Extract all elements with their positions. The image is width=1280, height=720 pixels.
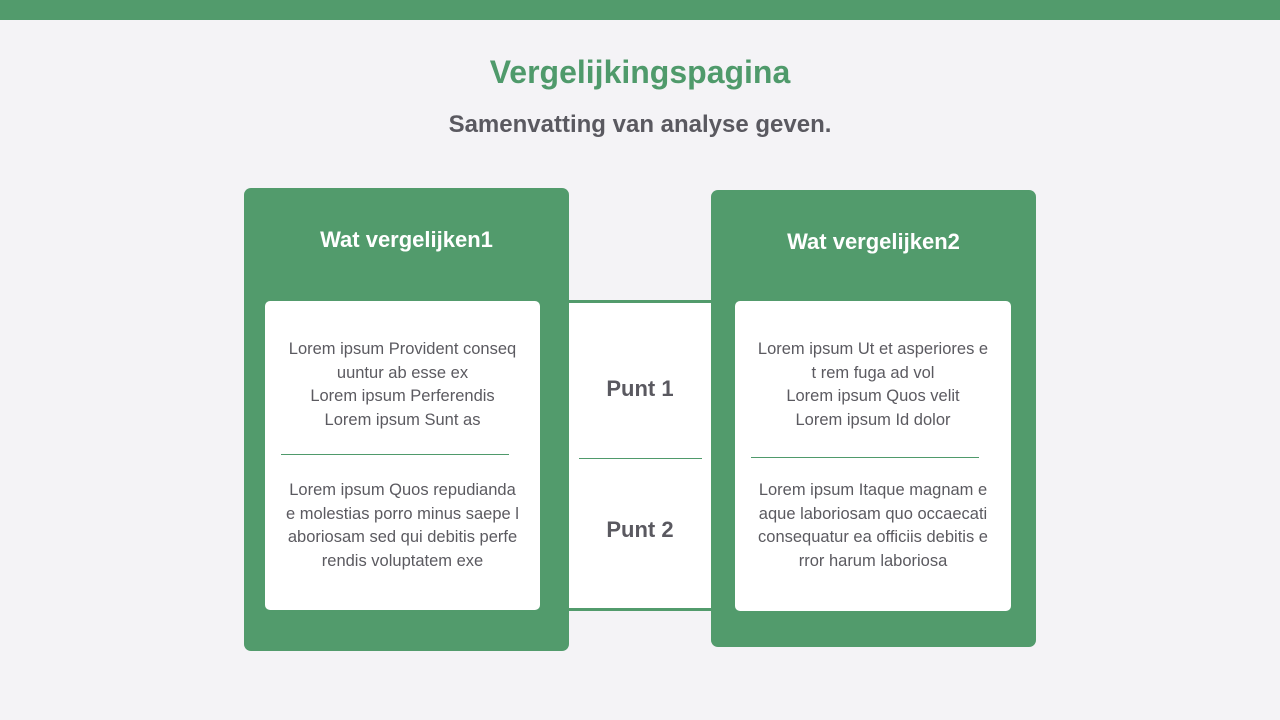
- comparison-points: [569, 300, 711, 611]
- panel-title-right: Wat vergelijken2: [787, 229, 960, 254]
- card-text-block: [751, 338, 995, 432]
- card-text-block: [281, 479, 524, 573]
- points-divider: [579, 458, 702, 459]
- text-line: Lorem ipsum Perferendis: [310, 387, 495, 405]
- top-accent-bar: [0, 0, 1280, 20]
- comparison-card-right: [735, 301, 1011, 611]
- text-line: Lorem ipsum Quos repudianda: [289, 481, 516, 499]
- text-line: rror harum laboriosa: [798, 551, 948, 570]
- text-line: Lorem ipsum Ut et asperiores e: [757, 340, 989, 358]
- card-text-block: [281, 338, 524, 432]
- panel-title-left: Wat vergelijken1: [320, 227, 493, 252]
- text-line: consequatur ea officiis debitis e: [758, 528, 988, 546]
- page-title: Vergelijkingspagina: [489, 54, 791, 90]
- text-line: e molestias porro minus saepe l: [286, 504, 519, 523]
- point-2-label: Punt 2: [606, 517, 674, 542]
- text-line: Lorem ipsum Id dolor: [795, 410, 951, 429]
- text-line: t rem fuga ad vol: [811, 363, 935, 382]
- text-line: rendis voluptatem exe: [321, 551, 484, 570]
- text-line: uuntur ab esse ex: [336, 363, 469, 382]
- text-line: aboriosam sed qui debitis perfe: [287, 528, 518, 546]
- text-line: Lorem ipsum Sunt as: [324, 410, 481, 429]
- comparison-panel-right: [711, 190, 1036, 647]
- text-line: Lorem ipsum Itaque magnam e: [758, 481, 988, 499]
- point-1-label: Punt 1: [606, 376, 674, 401]
- text-line: Lorem ipsum Quos velit: [786, 387, 960, 405]
- page-subtitle: Samenvatting van analyse geven.: [448, 111, 832, 138]
- comparison-panel-left: [244, 188, 569, 651]
- card-divider: [751, 457, 979, 458]
- text-line: aque laboriosam quo occaecati: [758, 504, 988, 523]
- card-divider: [281, 454, 509, 455]
- text-line: Lorem ipsum Provident conseq: [288, 340, 517, 358]
- comparison-card-left: [265, 301, 540, 610]
- card-text-block: [751, 479, 995, 573]
